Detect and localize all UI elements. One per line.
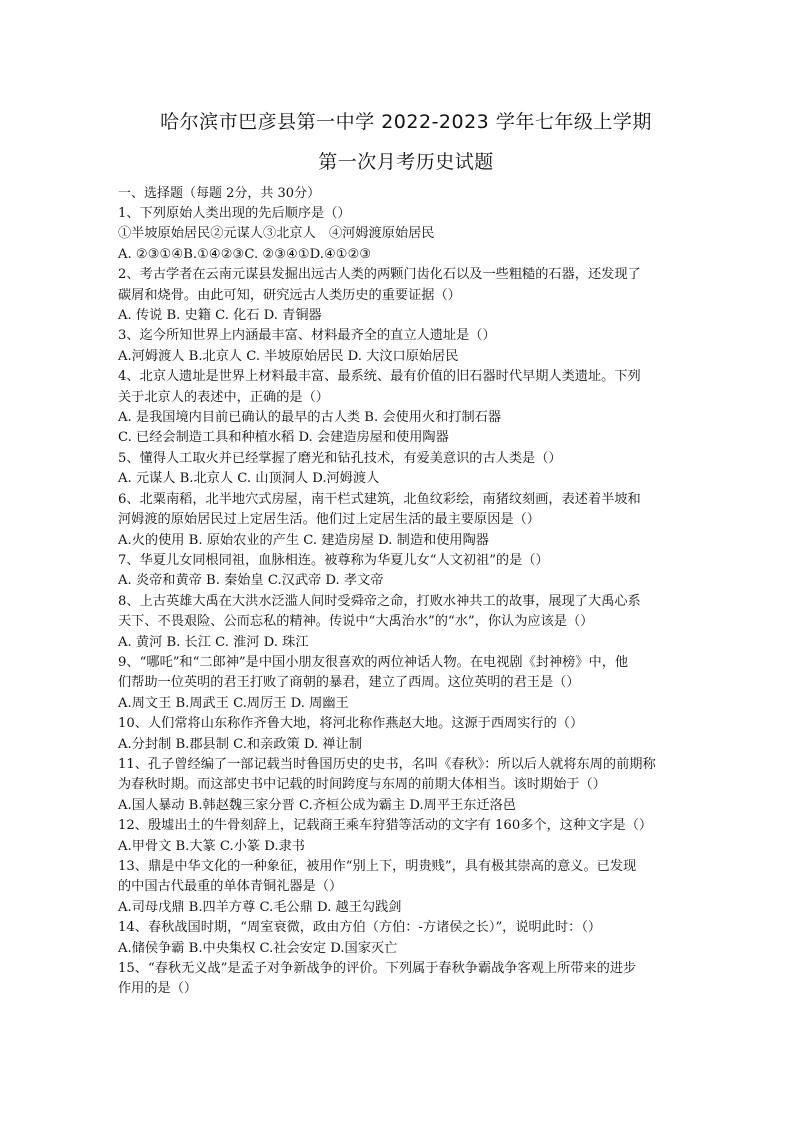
question-8-options: A. 黄河 B. 长江 C. 淮河 D. 珠江 [118,634,309,650]
question-1-options: A. ②③①④B.①④②③C. ②③④①D.④①②③ [118,246,372,262]
question-13-text-line: 13、鼎是中华文化的一种象征，被用作“别上下，明贵贱”，具有极其崇高的意义。已发现 [118,859,637,874]
question-6 [118,490,694,551]
exam-title-line-2: 第一次月考历史试题 [318,151,494,173]
question-13 [118,857,694,918]
question-9-text-line: 9、“哪吒”和“二郎神”是中国小朋友很喜欢的两位神话人物。在电视剧《封神榜》中，他 [118,654,629,670]
question-11-text-line: 为春秋时期。而这部史书中记载的时间跨度与东周的前期大体相当。该时期始于（） [118,777,606,793]
section-heading: 一、选择题（每题 2分，共 30分） [118,186,321,201]
question-10 [118,714,694,755]
question-4-options: C. 已经会制造工具和种植水稻 D. 会建造房屋和使用陶器 [118,430,449,446]
question-8-text-line: 8、上古英雄大禹在大洪水泛滥人间时受舜帝之命，打败水神共工的故事，展现了大禹心系 [118,593,641,609]
question-14-text-line: 14、春秋战国时期，“周室衰微，政由方伯（方伯：-方诸侯之长）”，说明此时：（） [118,920,602,936]
question-5 [118,449,694,490]
question-10-text-line: 10、人们常将山东称作齐鲁大地，将河北称作燕赵大地。这源于西周实行的（） [118,716,584,732]
question-1 [118,204,694,265]
question-3-text-line: 3、迄今所知世界上内涵最丰富、材料最齐全的直立人遗址是（） [118,328,496,344]
question-15-text-line: 15、“春秋无义战”是孟子对争新战争的评价。下列属于春秋争霸战争客观上所带来的进步 [118,961,637,977]
question-12-text-line: 12、殷墟出土的牛骨刻辞上，记载商王乘车狩猎等活动的文字有 160多个，这种文字是（） [118,818,653,834]
question-2 [118,265,694,326]
question-15-text-line: 作用的是（） [118,981,198,997]
question-11-text-line: 11、孔子曾经编了一部记载当时鲁国历史的史书，名叫《春秋》：所以后人就将东周的前期称 [118,756,656,772]
question-7-text-line: 7、华夏儿女同根同祖，血脉相连。被尊称为华夏儿女“人文初祖”的是（） [118,552,549,568]
question-9-text-line: 们帮助一位英明的君王打败了商朝的暴君，建立了西周。这位英明的君王是（） [118,675,580,691]
question-1-text-line: 1、下列原始人类出现的先后顺序是（） [118,206,351,221]
question-3 [118,326,694,367]
question-11-options: A.国人暴动 B.韩赵魏三家分晋 C.齐桓公成为霸主 D.周平王东迁洛邑 [118,797,516,813]
question-2-options: A. 传说 B. 史籍 C. 化石 D. 青铜器 [118,308,322,324]
question-4-text-line: 4、北京人遗址是世界上材料最丰富、最系统、最有价值的旧石器时代早期人类遗址。下列 [118,369,641,385]
question-7 [118,551,694,592]
question-3-options: A.河姆渡人 B.北京人 C. 半坡原始居民 D. 大汶口原始居民 [118,348,459,364]
question-7-options: A. 炎帝和黄帝 B. 秦始皇 C.汉武帝 D. 孝文帝 [118,573,384,589]
question-14 [118,918,694,959]
question-12 [118,816,694,857]
question-11 [118,755,694,816]
question-4-options: A. 是我国境内目前已确认的最早的古人类 B. 会使用火和打制石器 [118,410,502,426]
question-2-text-line: 2、考古学者在云南元谋县发掘出远古人类的两颗门齿化石以及一些粗糙的石器，还发现了 [118,267,641,283]
question-8-text-line: 天下、不畏艰险、公而忘私的精神。传说中“大禹治水”的“水”，你认为应该是（） [118,614,594,630]
question-10-options: A.分封制 B.郡县制 C.和亲政策 D. 禅让制 [118,736,362,752]
question-13-text-line: 的中国古代最重的单体青铜礼器是（） [118,879,343,895]
question-2-text-line: 碳屑和烧骨。由此可知，研究远古人类历史的重要证据（） [118,287,461,303]
question-4-text-line: 关于北京人的表述中，正确的是（） [118,389,329,405]
question-4 [118,367,694,449]
question-5-options: A. 元谋人 B.北京人 C. 山顶洞人 D.河姆渡人 [118,471,380,487]
question-1-text-line: ①半坡原始居民②元谋人③北京人 ④河姆渡原始居民 [118,226,435,242]
question-8 [118,592,694,653]
question-12-options: A.甲骨文 B.大篆 C.小篆 D.隶书 [118,838,305,854]
question-15 [118,959,694,1000]
exam-title-line-1: 哈尔滨市巴彦县第一中学 2022-2023 学年七年级上学期 [160,111,652,133]
question-6-options: A.火的使用 B. 原始农业的产生 C. 建造房屋 D. 制造和使用陶器 [118,532,489,548]
question-13-options: A.司母戊鼎 B.四羊方尊 C.毛公鼎 D. 越王勾践剑 [118,899,402,915]
question-6-text-line: 6、北粟南稻，北半地穴式房屋，南干栏式建筑，北鱼纹彩绘，南猪纹刻画，表述着半坡和 [118,491,641,507]
question-list [118,204,694,1000]
question-5-text-line: 5、懂得人工取火并已经掌握了磨光和钻孔技术，有爱美意识的古人类是（） [118,450,562,466]
question-9-options: A.周文王 B.周武王 C.周厉王 D. 周幽王 [118,695,349,711]
question-14-options: A.储侯争霸 B.中央集权 C.社会安定 D.国家灭亡 [118,940,398,956]
question-9 [118,653,694,714]
question-6-text-line: 河姆渡的原始居民过上定居生活。他们过上定居生活的最主要原因是（） [118,512,540,528]
